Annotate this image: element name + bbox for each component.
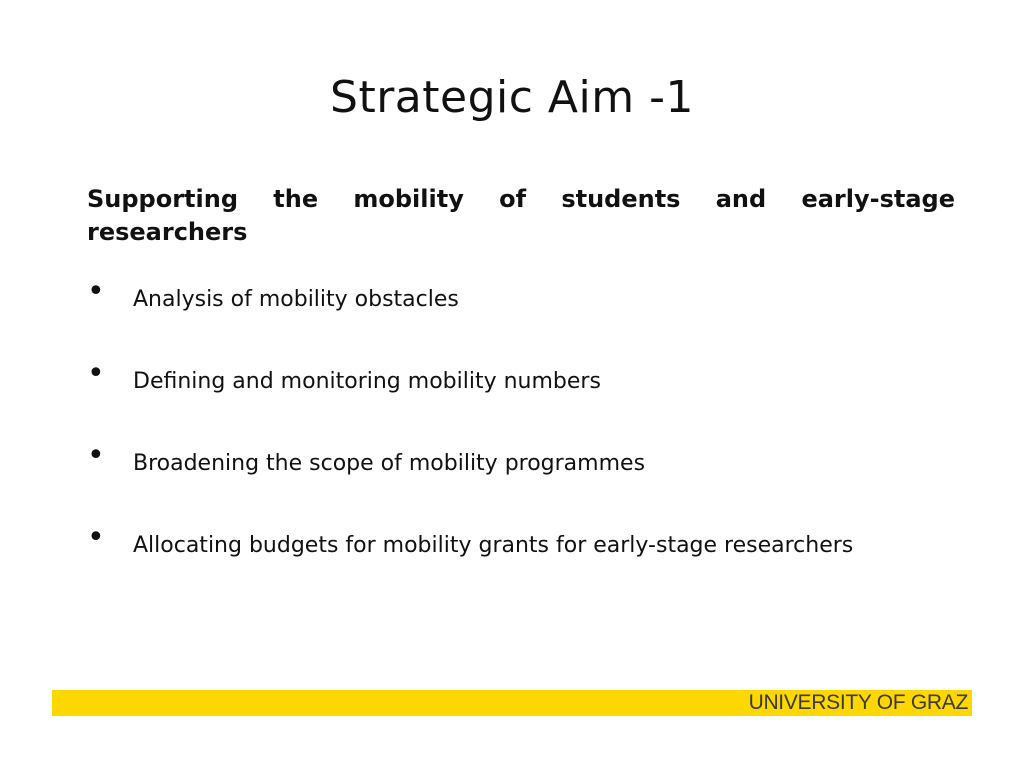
footer-bar <box>52 690 972 716</box>
bullet-item <box>87 520 947 562</box>
bullet-icon: • <box>87 520 105 555</box>
bullet-item <box>87 274 947 316</box>
bullet-text: Allocating budgets for mobility grants for early-stage researchers <box>133 533 854 558</box>
bullet-list <box>87 274 947 562</box>
bullet-icon: • <box>87 274 105 309</box>
slide-title: Strategic Aim -1 <box>330 72 694 123</box>
slide-subheading: Supporting the mobility of students and early-stage researchers <box>87 185 955 246</box>
university-logo: UNIVERSITY OF GRAZ <box>748 691 968 714</box>
bullet-text: Analysis of mobility obstacles <box>133 287 459 312</box>
bullet-icon: • <box>87 438 105 473</box>
bullet-icon: • <box>87 356 105 391</box>
bullet-item <box>87 438 947 480</box>
bullet-item <box>87 356 947 398</box>
bullet-text: Defining and monitoring mobility numbers <box>133 369 601 394</box>
bullet-text: Broadening the scope of mobility programmes <box>133 451 646 476</box>
